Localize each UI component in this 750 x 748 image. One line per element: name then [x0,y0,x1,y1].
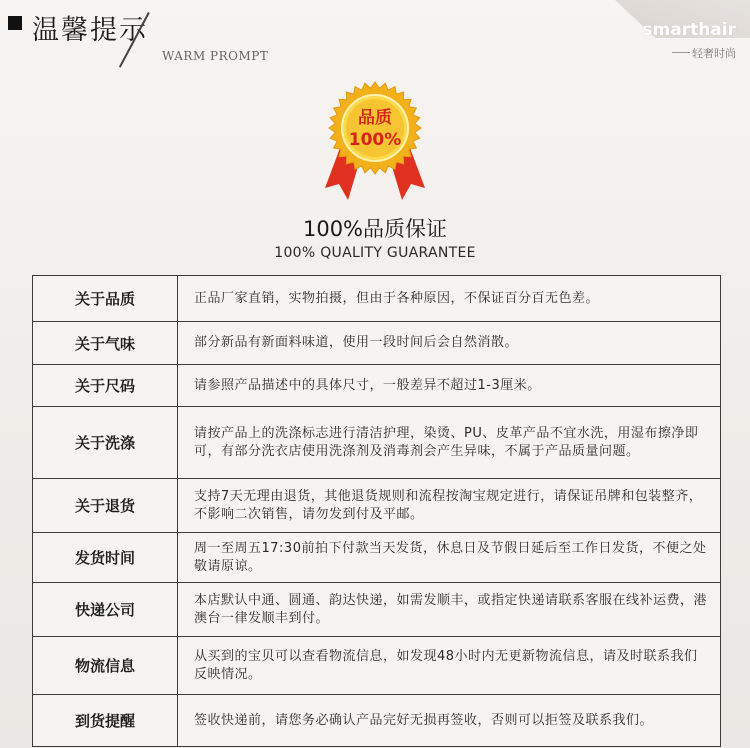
table-row [33,479,721,533]
header-title: 温馨提示 [32,15,148,46]
badge-text-line1: 品质 [358,108,392,128]
row-label: 物流信息 [33,637,178,695]
row-label: 关于退货 [33,479,178,533]
row-label: 发货时间 [33,533,178,583]
notice-table [32,275,721,747]
row-value: 请参照产品描述中的具体尺寸，一般差异不超过1-3厘米。 [178,365,721,407]
row-label: 关于尺码 [33,365,178,407]
table-row [33,695,721,747]
table-row [33,322,721,365]
badge-text-line2: 100% [348,130,402,150]
row-label: 快递公司 [33,583,178,637]
table-row [33,365,721,407]
row-label: 关于品质 [33,276,178,322]
row-value: 本店默认中通、圆通、韵达快递，如需发顺丰，或指定快递请联系客服在线补运费，港澳台一律发顺丰到付。 [178,583,721,637]
row-value: 部分新品有新面料味道，使用一段时间后会自然消散。 [178,322,721,365]
row-value: 周一至周五17:30前拍下付款当天发货，休息日及节假日延后至工作日发货，不便之处敬请原谅。 [178,533,721,583]
quality-subtitle: 100% QUALITY GUARANTEE [274,245,476,261]
quality-title: 100%品质保证 [302,217,448,241]
table-row [33,407,721,479]
table-row [33,533,721,583]
row-value: 从买到的宝贝可以查看物流信息，如发现48小时内无更新物流信息，请及时联系我们反映情况。 [178,637,721,695]
row-label: 关于洗涤 [33,407,178,479]
table-row [33,583,721,637]
table-row [33,276,721,322]
header-subtitle: WARM PROMPT [162,49,269,63]
row-label: 到货提醒 [33,695,178,747]
brand-tagline: 轻奢时尚 [692,47,736,60]
quality-badge-icon [320,80,430,205]
header-square-icon [8,16,22,30]
brand-dash-divider [672,52,690,53]
brand-logo: smarthair [642,20,736,40]
row-value: 支持7天无理由退货，其他退货规则和流程按淘宝规定进行，请保证吊牌和包装整齐，不影响二次销售，请勿发到付及平邮。 [178,479,721,533]
row-value: 正品厂家直销，实物拍摄，但由于各种原因，不保证百分百无色差。 [178,276,721,322]
table-row [33,637,721,695]
row-value: 请按产品上的洗涤标志进行清洁护理，染烫、PU、皮革产品不宜水洗，用湿布擦净即可，有部分洗衣店使用洗涤剂及消毒剂会产生异味，不属于产品质量问题。 [178,407,721,479]
row-value: 签收快递前，请您务必确认产品完好无损再签收，否则可以拒签及联系我们。 [178,695,721,747]
row-label: 关于气味 [33,322,178,365]
